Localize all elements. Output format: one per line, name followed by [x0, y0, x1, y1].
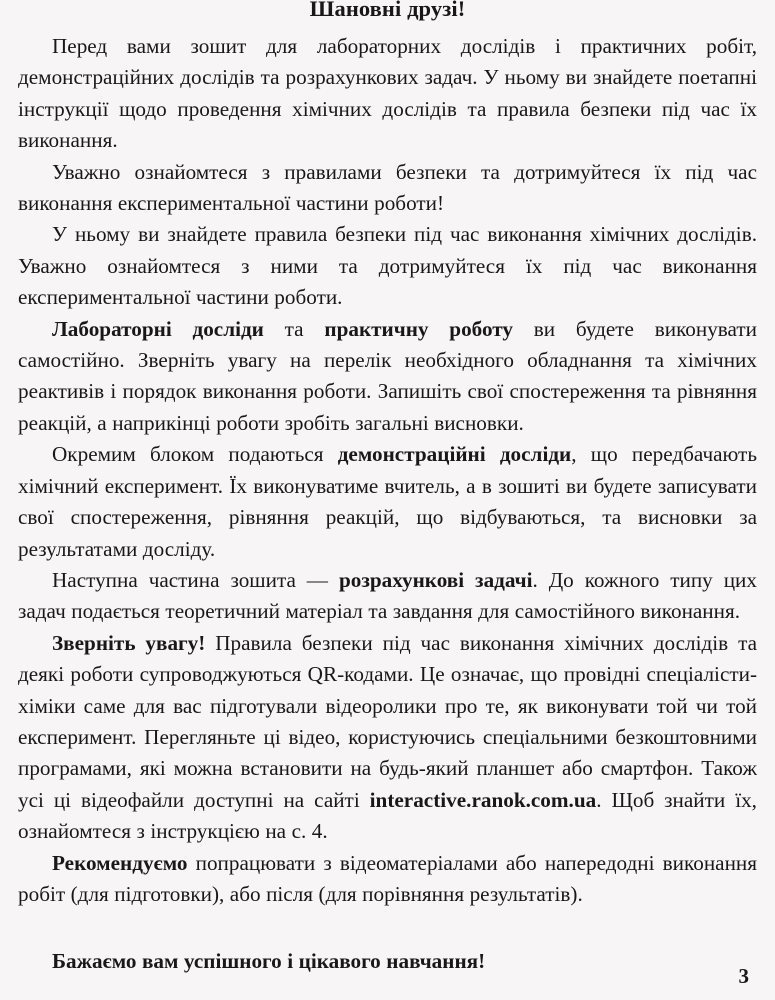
body-text-run: Окремим блоком подаються	[52, 442, 338, 467]
paragraph-safety-rules	[18, 219, 757, 313]
emphasis-text: практичну роботу	[324, 316, 514, 341]
document-body	[18, 31, 757, 978]
body-text-run: , що передбачають хімічний експеримент. Їх виконуватиме вчитель, а в зошиті ви будете записувати свої спостереження, рівняння реакцій, що відбуваються, та висновки за результатами досліду.	[18, 442, 757, 561]
body-text-run: У ньому ви знайдете правила безпеки під час виконання хімічних дослідів. Уважно ознайомтеся з ними та дотримуйтеся їх під час виконання експериментальної частини роботи.	[18, 222, 757, 310]
paragraph-list	[18, 31, 757, 910]
body-text-run: Перед вами зошит для лабораторних дослідів і практичних робіт, демонстраційних дослідів та розрахункових задач. У ньому ви знайдете поетапні інструкції щодо проведення хімічних дослідів та правила безпеки під час їх виконання.	[18, 34, 757, 153]
paragraph-demonstrations	[18, 439, 757, 565]
paragraph-qr-codes	[18, 628, 757, 848]
body-text-run: Правила безпеки під час виконання хімічних дослідів та деякі роботи супроводжуються QR-кодами. Це означає, що провідні спеціалісти-хіміки саме для вас підготували відеоролики про те, як виконувати той чи той експеримент. Перегляньте ці відео, користуючись спеціальними безкоштовними програмами, які можна встановити на будь-який планшет або смартфон. Також усі ці відеофайли доступні на сайті	[18, 630, 757, 812]
body-text-run: . Щоб знайти їх, ознайомтеся з інструкцією на с. 4.	[18, 787, 757, 844]
page-number: 3	[738, 964, 749, 988]
body-text-run: ви будете виконувати самостійно. Зверніть увагу на перелік необхідного обладнання та хімічних реактивів і порядок виконання роботи. Запишіть свої спостереження та рівняння реакцій, а наприкінці роботи зробіть загальні висновки.	[18, 316, 757, 435]
emphasis-text: Зверніть увагу!	[52, 630, 206, 655]
paragraph-lab-works	[18, 314, 757, 440]
body-text-run: попрацювати з відеоматеріалами або напередодні виконання робіт (для підготовки), або після (для порівняння результатів).	[18, 850, 757, 906]
body-text-run: та	[263, 316, 325, 341]
emphasis-text: демонстраційні досліди	[337, 442, 572, 467]
paragraph-intro	[18, 31, 757, 157]
paragraph-calculation-tasks	[18, 565, 757, 628]
closing-line: Бажаємо вам успішного і цікавого навчання!	[52, 949, 486, 974]
body-text-run: Уважно ознайомтеся з правилами безпеки та дотримуйтеся їх під час виконання експериментальної частини роботи!	[18, 159, 757, 216]
emphasis-text: розрахункові задачі	[338, 567, 533, 592]
body-text-run: Наступна частина зошита —	[52, 567, 339, 592]
body-text-run: . До кожного типу цих задач подається теоретичний матеріал та завдання для самостійного виконання.	[18, 567, 757, 624]
emphasis-text: Рекомендуємо	[52, 850, 188, 875]
paragraph-safety-attention	[18, 157, 757, 220]
page-title: Шановні друзі!	[309, 0, 466, 21]
emphasis-text: interactive.ranok.com.ua	[369, 787, 597, 812]
emphasis-text: Лабораторні досліди	[52, 316, 264, 341]
paragraph-recommendation	[18, 848, 757, 911]
